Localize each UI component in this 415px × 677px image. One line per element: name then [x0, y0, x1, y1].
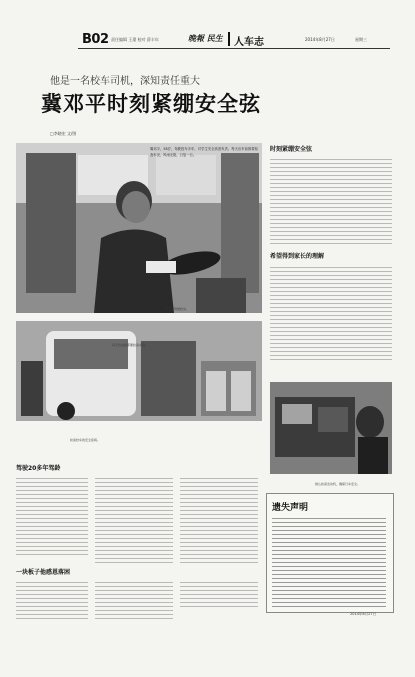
section-title: 人车志 [234, 37, 264, 48]
article-headline: 冀邓平时刻紧绷安全弦 [41, 92, 261, 116]
body-text-mid-2 [180, 475, 258, 565]
issue-weekday: 星期三 [355, 37, 367, 42]
section-heading-2: 一块板子他感恩落困 [16, 569, 71, 576]
body-text-right-1 [270, 156, 392, 244]
engine-photo [270, 382, 392, 474]
body-text-right-2 [270, 264, 392, 360]
header-rule [78, 48, 390, 49]
article-subhead: 他是一名校车司机，深知责任重大 [50, 76, 200, 87]
page-number: B02 [82, 32, 109, 47]
issue-date: 2014年8月27日 [305, 37, 335, 42]
body-text-mid-1 [95, 475, 173, 565]
driver-photo-caption: 冀邓平驾驶校车。 [165, 307, 190, 311]
section-heading-4: 希望得到家长的理解 [270, 253, 325, 260]
lost-notice-list [272, 515, 386, 607]
section-heading-1: 驾驶20多年驾龄 [16, 465, 61, 472]
body-text-mid-4 [180, 579, 258, 609]
notice-date: 2014年8月27日 [350, 612, 377, 616]
pull-quote: 冀邓平，58岁，驾驶校车多年，对学生安全高度负责。每天出车前都要检查车况，风雨无阻，日复一日。 [150, 147, 258, 157]
body-text-mid-3 [95, 579, 173, 619]
engine-photo-caption: 细心检查发动机，确保行车安全。 [315, 482, 361, 486]
van-photo [16, 321, 262, 421]
seats-photo-caption: 检查校车的安全座椅。 [70, 438, 101, 442]
header-divider [228, 32, 230, 46]
editor-credits: 责任编辑 王璟 校对 薛丰年 [111, 37, 159, 42]
body-text-left-2 [16, 579, 88, 619]
article-byline: □李晓宏 文/图 [50, 131, 77, 136]
body-text-left-1 [16, 475, 88, 557]
newspaper-logo: 晚報 民生 [188, 33, 223, 43]
section-heading-3: 时刻紧绷安全弦 [270, 146, 313, 153]
check-photo-caption: 每天出发前都要检查车况。 [112, 343, 149, 347]
lost-notice-title: 遗失声明 [272, 503, 309, 513]
